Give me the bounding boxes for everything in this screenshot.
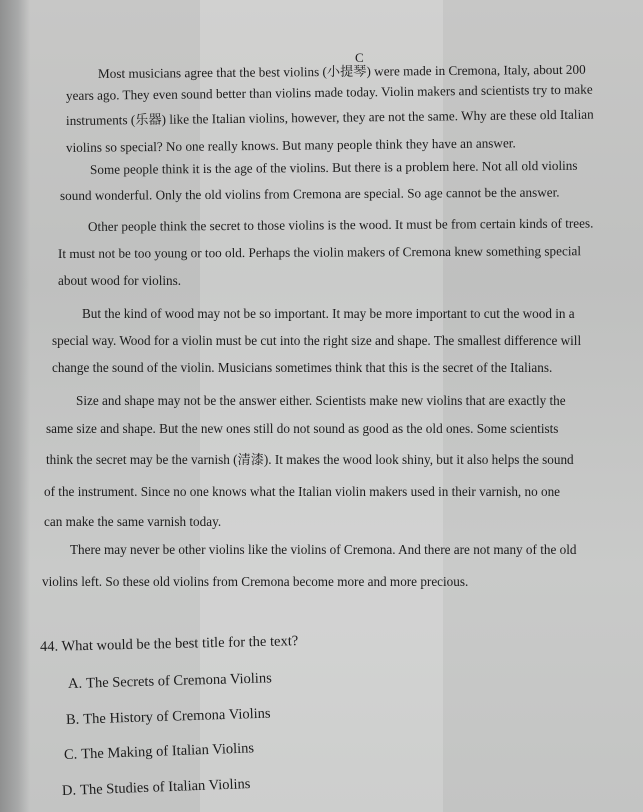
- passage-line: Some people think it is the age of the violins. But there is a problem here. Not all old violins: [89, 157, 578, 177]
- passage-line: It must not be too young or too old. Perhaps the violin makers of Cremona knew something special: [57, 243, 582, 261]
- option-text: The Studies of Italian Violins: [79, 776, 251, 799]
- passage-line: years ago. They even sound better than violins made today. Violin makers and scientists try to make: [65, 81, 593, 103]
- passage-line: Other people think the secret to those violins is the wood. It must be from certain kinds of trees.: [87, 215, 594, 234]
- passage-line: about wood for violins.: [58, 273, 182, 288]
- passage-line: same size and shape. But the new ones still do not sound as good as the old ones. Some scientists: [46, 421, 559, 436]
- question-number: 44.: [39, 638, 59, 655]
- option-text: The Making of Italian Violins: [81, 740, 255, 763]
- passage-line: change the sound of the violin. Musicians sometimes think that this is the secret of the Italians.: [52, 360, 553, 375]
- question-text: What would be the best title for the text?: [61, 633, 299, 655]
- option-label: B.: [65, 711, 80, 728]
- option-label: C.: [63, 746, 78, 763]
- option-label: D.: [61, 782, 77, 799]
- option-text: The History of Cremona Violins: [83, 705, 271, 728]
- section-label: C: [355, 50, 364, 65]
- option-label: A.: [67, 675, 83, 692]
- passage-line: instruments (乐器) like the Italian violins, however, they are not the same. Why are these old Italian: [65, 106, 594, 128]
- passage-line: There may never be other violins like the violins of Cremona. And there are not many of the old: [70, 542, 577, 557]
- passage-line: sound wonderful. Only the old violins from Cremona are special. So age cannot be the answer.: [59, 184, 560, 203]
- passage-line: can make the same varnish today.: [44, 514, 222, 529]
- passage-line: think the secret may be the varnish (清漆). It makes the wood look shiny, but it also helps the sound: [46, 452, 574, 467]
- passage-line: Size and shape may not be the answer either. Scientists make new violins that are exactly the: [76, 393, 566, 408]
- option-text: The Secrets of Cremona Violins: [85, 670, 272, 692]
- passage-line: violins so special? No one really knows. But many people think they have an answer.: [65, 135, 516, 155]
- passage-line: violins left. So these old violins from Cremona become more and more precious.: [42, 574, 469, 589]
- passage-line: of the instrument. Since no one knows what the Italian violin makers used in their varnish, no one: [44, 484, 561, 499]
- passage-line: But the kind of wood may not be so important. It may be more important to cut the wood in a: [82, 306, 575, 321]
- passage-line: special way. Wood for a violin must be cut into the right size and shape. The smallest difference will: [52, 333, 582, 348]
- passage-line: Most musicians agree that the best violins (小提琴) were made in Cremona, Italy, about 200: [97, 61, 586, 81]
- page-fold-shadow: [0, 0, 30, 812]
